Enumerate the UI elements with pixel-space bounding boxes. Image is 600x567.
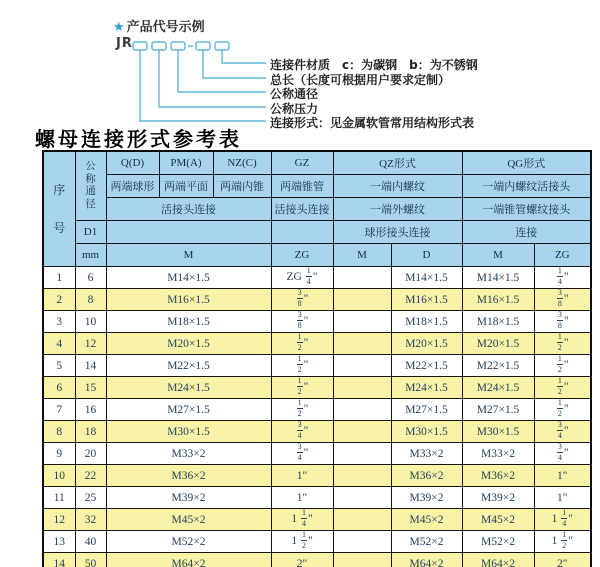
cell-qz-d: M30×1.5: [391, 421, 462, 443]
cell-m: M39×2: [106, 487, 271, 509]
cell-m: M18×1.5: [106, 311, 271, 333]
table-row: [43, 333, 591, 355]
header-union-connection: 活接头连接: [106, 198, 271, 221]
table-row: [43, 289, 591, 311]
table-row: [43, 531, 591, 553]
cell-qz-m: [333, 399, 391, 421]
cell-qz-d: M64×2: [391, 553, 462, 567]
header-qg-connection: 连接: [462, 221, 591, 244]
cell-qg-zg: $\frac{1}{2}$ ": [534, 333, 591, 355]
cell-mm: 25: [75, 487, 106, 509]
cell-seq: 11: [43, 487, 75, 509]
cell-qg-zg: 1 $\frac{1}{2}$ ": [534, 531, 591, 553]
cell-qg-zg: 2": [534, 553, 591, 567]
cell-m: M45×2: [106, 509, 271, 531]
cell-qz-d: M45×2: [391, 509, 462, 531]
header-col-nz: NZ(C): [213, 151, 271, 175]
table-row: [43, 509, 591, 531]
table-row: [43, 377, 591, 399]
cell-zg: $\frac{3}{8}$ ": [271, 289, 333, 311]
cell-qz-d: M33×2: [391, 443, 462, 465]
star-icon: ★: [113, 20, 125, 35]
cell-seq: 9: [43, 443, 75, 465]
leader-line: [140, 50, 266, 121]
header-d: D: [391, 244, 462, 267]
diagram-title: [113, 16, 205, 35]
cell-qz-d: M36×2: [391, 465, 462, 487]
cell-qg-zg: 1": [534, 465, 591, 487]
cell-qg-m: M36×2: [462, 465, 534, 487]
cell-m: M14×1.5: [106, 267, 271, 289]
cell-seq: 8: [43, 421, 75, 443]
cell-qg-m: M20×1.5: [462, 333, 534, 355]
nut-connection-table: [42, 150, 592, 567]
diagram-title-text: 产品代号示例: [126, 20, 205, 35]
header-m1: M: [106, 244, 271, 267]
cell-qg-zg: $\frac{1}{4}$ ": [534, 267, 591, 289]
cell-qg-m: M64×2: [462, 553, 534, 567]
cell-qg-zg: $\frac{1}{2}$ ": [534, 399, 591, 421]
header-m2: M: [333, 244, 391, 267]
cell-qg-zg: 1 $\frac{1}{4}$ ": [534, 509, 591, 531]
cell-qz-m: [333, 333, 391, 355]
cell-qz-m: [333, 465, 391, 487]
table-body: [43, 267, 591, 567]
header-gz-connection: 活接头连接: [271, 198, 333, 221]
cell-qg-m: M30×1.5: [462, 421, 534, 443]
cell-qg-zg: $\frac{3}{8}$ ": [534, 289, 591, 311]
cell-zg: $\frac{1}{2}$ ": [271, 399, 333, 421]
table-header: [43, 151, 591, 267]
cell-qg-m: M22×1.5: [462, 355, 534, 377]
header-qg-desc2: 一端锥管螺纹接头: [462, 198, 591, 221]
table-row: [43, 355, 591, 377]
cell-mm: 18: [75, 421, 106, 443]
code-box: [133, 42, 147, 50]
header-col-qz: QZ形式: [333, 151, 462, 175]
cell-qg-m: M18×1.5: [462, 311, 534, 333]
cell-mm: 6: [75, 267, 106, 289]
header-qz-connection: 球形接头连接: [333, 221, 462, 244]
cell-zg: 1 $\frac{1}{2}$ ": [271, 531, 333, 553]
cell-m: M20×1.5: [106, 333, 271, 355]
diagram-label-material: 连接件材质 c：为碳钢 b：为不锈钢: [270, 58, 478, 72]
table-row: [43, 553, 591, 567]
cell-mm: 20: [75, 443, 106, 465]
header-d1: D1: [75, 221, 106, 244]
header-gz-desc: 两端锥管: [271, 175, 333, 198]
table-row: [43, 465, 591, 487]
cell-qz-m: [333, 509, 391, 531]
cell-seq: 4: [43, 333, 75, 355]
cell-qz-d: M52×2: [391, 531, 462, 553]
diagram-label-pressure: 公称压力: [270, 102, 319, 116]
cell-qg-zg: $\frac{3}{4}$ ": [534, 443, 591, 465]
cell-qz-d: M24×1.5: [391, 377, 462, 399]
cell-qz-d: M18×1.5: [391, 311, 462, 333]
table-row: [43, 487, 591, 509]
cell-qz-d: M16×1.5: [391, 289, 462, 311]
cell-m: M30×1.5: [106, 421, 271, 443]
cell-qg-zg: $\frac{3}{4}$ ": [534, 421, 591, 443]
cell-seq: 10: [43, 465, 75, 487]
cell-qg-m: M39×2: [462, 487, 534, 509]
table-row: [43, 311, 591, 333]
header-seq: 序 号: [43, 151, 75, 267]
header-nominal-diameter: 公 称 通 径: [75, 151, 106, 221]
code-box: [215, 42, 229, 50]
cell-qg-m: M16×1.5: [462, 289, 534, 311]
cell-zg: 2": [271, 553, 333, 567]
cell-zg: 1": [271, 487, 333, 509]
cell-zg: $\frac{3}{4}$ ": [271, 421, 333, 443]
cell-seq: 5: [43, 355, 75, 377]
cell-qg-m: M33×2: [462, 443, 534, 465]
cell-qg-m: M52×2: [462, 531, 534, 553]
cell-m: M64×2: [106, 553, 271, 567]
header-col-q: Q(D): [106, 151, 159, 175]
header-m3: M: [462, 244, 534, 267]
code-box: [171, 42, 185, 50]
header-qz-desc1: 一端内螺纹: [333, 175, 462, 198]
cell-qg-zg: $\frac{3}{8}$ ": [534, 311, 591, 333]
table-row: [43, 421, 591, 443]
header-zg1: ZG: [271, 244, 333, 267]
cell-zg: $\frac{1}{2}$ ": [271, 377, 333, 399]
table-row: [43, 399, 591, 421]
cell-qz-m: [333, 289, 391, 311]
cell-mm: 15: [75, 377, 106, 399]
cell-mm: 12: [75, 333, 106, 355]
cell-qg-zg: $\frac{1}{2}$ ": [534, 355, 591, 377]
cell-seq: 7: [43, 399, 75, 421]
cell-m: M22×1.5: [106, 355, 271, 377]
header-pm-desc: 两端平面: [159, 175, 213, 198]
cell-seq: 6: [43, 377, 75, 399]
cell-zg: $\frac{1}{2}$ ": [271, 333, 333, 355]
cell-qg-m: M27×1.5: [462, 399, 534, 421]
header-empty: [271, 221, 333, 244]
diagram-label-length: 总长（长度可根据用户要求定制）: [270, 73, 451, 87]
cell-seq: 13: [43, 531, 75, 553]
code-box: [152, 42, 166, 50]
cell-qz-d: M14×1.5: [391, 267, 462, 289]
diagram-label-connection: 连接形式：见金属软管常用结构形式表: [270, 116, 475, 130]
cell-m: M33×2: [106, 443, 271, 465]
cell-zg: $\frac{3}{8}$ ": [271, 311, 333, 333]
leader-line: [222, 50, 266, 63]
cell-m: M36×2: [106, 465, 271, 487]
cell-qg-m: M24×1.5: [462, 377, 534, 399]
header-mm: mm: [75, 244, 106, 267]
cell-mm: 8: [75, 289, 106, 311]
cell-mm: 50: [75, 553, 106, 567]
cell-qz-d: M20×1.5: [391, 333, 462, 355]
cell-qz-d: M22×1.5: [391, 355, 462, 377]
header-q-desc: 两端球形: [106, 175, 159, 198]
cell-seq: 3: [43, 311, 75, 333]
cell-seq: 2: [43, 289, 75, 311]
cell-mm: 40: [75, 531, 106, 553]
cell-qg-zg: 1": [534, 487, 591, 509]
cell-seq: 14: [43, 553, 75, 567]
leader-line: [159, 50, 266, 107]
cell-zg: $\frac{1}{2}$ ": [271, 355, 333, 377]
table-title: 螺母连接形式参考表: [35, 127, 242, 151]
cell-mm: 22: [75, 465, 106, 487]
cell-qg-m: M14×1.5: [462, 267, 534, 289]
cell-qz-d: M39×2: [391, 487, 462, 509]
code-box: [196, 42, 210, 50]
cell-qz-m: [333, 487, 391, 509]
header-col-gz: GZ: [271, 151, 333, 175]
cell-m: M27×1.5: [106, 399, 271, 421]
cell-m: M24×1.5: [106, 377, 271, 399]
cell-seq: 12: [43, 509, 75, 531]
cell-mm: 32: [75, 509, 106, 531]
header-zg2: ZG: [534, 244, 591, 267]
cell-qz-m: [333, 443, 391, 465]
header-col-pm: PM(A): [159, 151, 213, 175]
cell-qg-m: M45×2: [462, 509, 534, 531]
header-col-qg: QG形式: [462, 151, 591, 175]
cell-mm: 10: [75, 311, 106, 333]
cell-mm: 14: [75, 355, 106, 377]
cell-qz-m: [333, 553, 391, 567]
table-row: [43, 267, 591, 289]
cell-mm: 16: [75, 399, 106, 421]
cell-qz-m: [333, 421, 391, 443]
leader-line: [178, 50, 266, 92]
cell-qg-zg: $\frac{1}{2}$ ": [534, 377, 591, 399]
cell-qz-m: [333, 531, 391, 553]
cell-qz-m: [333, 377, 391, 399]
code-prefix: JR: [116, 36, 133, 51]
header-empty: [106, 221, 271, 244]
cell-seq: 1: [43, 267, 75, 289]
cell-qz-m: [333, 267, 391, 289]
diagram-label-diameter: 公称通径: [270, 87, 319, 101]
cell-m: M52×2: [106, 531, 271, 553]
table-row: [43, 443, 591, 465]
cell-zg: $\frac{3}{4}$ ": [271, 443, 333, 465]
cell-zg: 1 $\frac{1}{4}$ ": [271, 509, 333, 531]
header-qg-desc1: 一端内螺纹活接头: [462, 175, 591, 198]
cell-zg: ZG $\frac{1}{4}$ ": [271, 267, 333, 289]
cell-zg: 1": [271, 465, 333, 487]
leader-line: [203, 50, 266, 78]
cell-qz-d: M27×1.5: [391, 399, 462, 421]
header-nz-desc: 两端内锥: [213, 175, 271, 198]
cell-qz-m: [333, 355, 391, 377]
cell-m: M16×1.5: [106, 289, 271, 311]
header-qz-desc2: 一端外螺纹: [333, 198, 462, 221]
cell-qz-m: [333, 311, 391, 333]
